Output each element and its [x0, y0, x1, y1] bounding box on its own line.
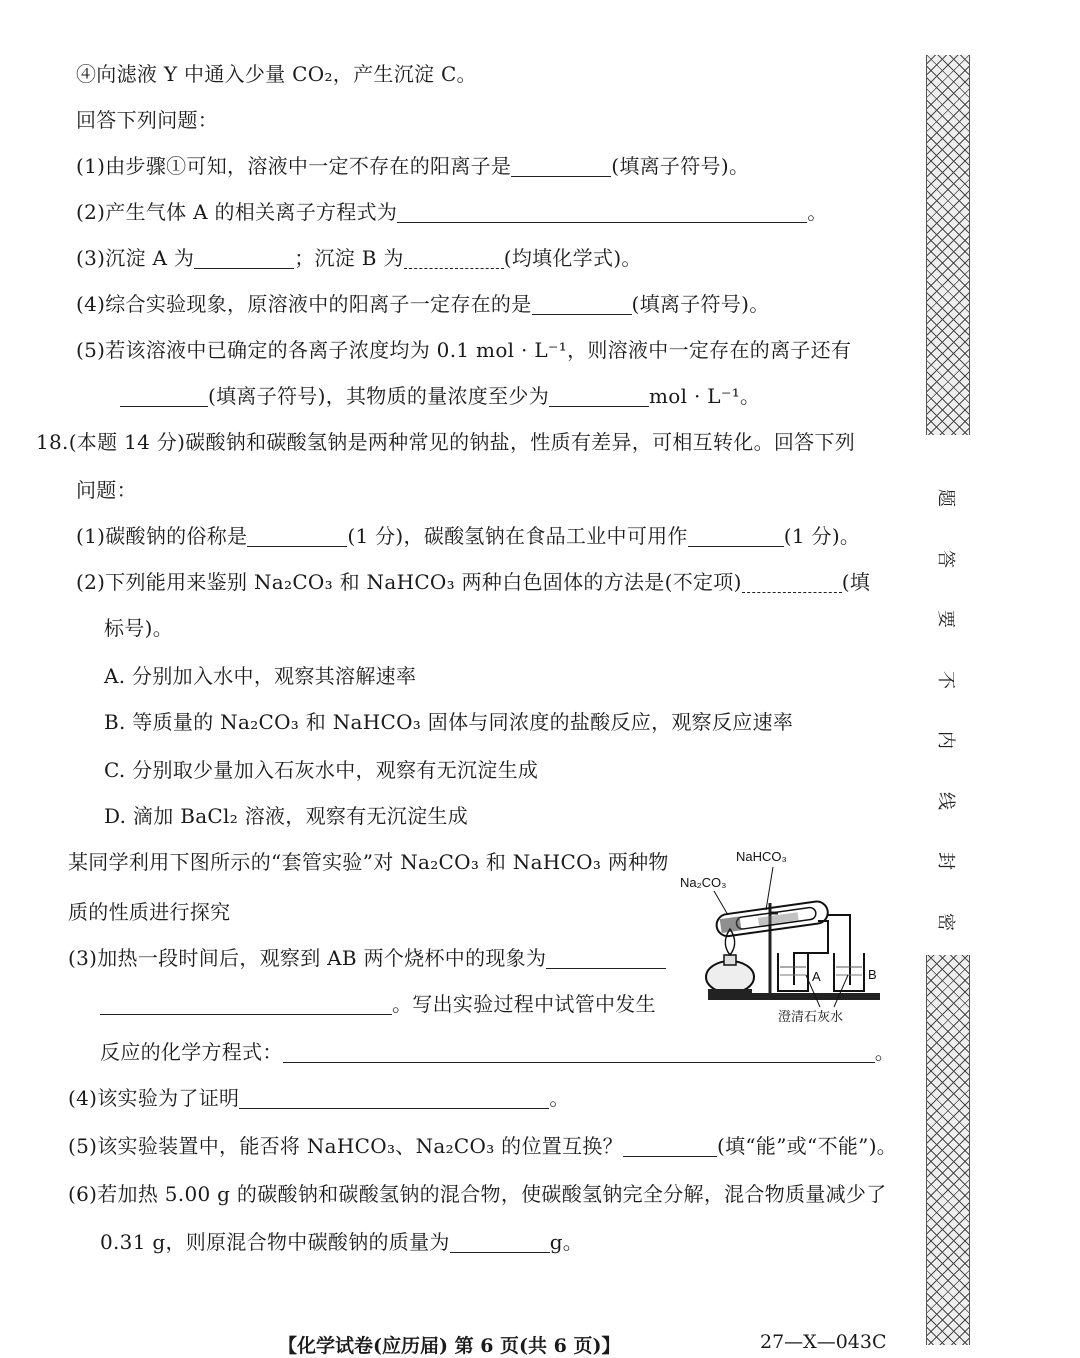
q17-3: (3)沉淀 A 为 ；沉淀 B 为 (均填化学式)。	[76, 246, 642, 270]
answer-blank[interactable]	[404, 248, 504, 269]
q18-heading: 18.(本题 14 分)碳酸钠和碳酸氢钠是两种常见的钠盐，性质有差异，可相互转化。回答下列	[36, 430, 856, 454]
answer-blank[interactable]	[120, 386, 208, 407]
q17-5: (5)若该溶液中已确定的各离子浓度均为 0.1 mol · L⁻¹，则溶液中一定存在的离子还有	[76, 338, 852, 362]
q18-6-cont: 0.31 g，则原混合物中碳酸钠的质量为 g。	[100, 1230, 584, 1254]
step-4-text: ④向滤液 Y 中通入少量 CO₂，产生沉淀 C。	[76, 62, 477, 86]
experiment-intro: 某同学利用下图所示的“套管实验”对 Na₂CO₃ 和 NaHCO₃ 两种物	[68, 850, 669, 874]
answer-prompt: 回答下列问题：	[76, 108, 219, 132]
option-a: A. 分别加入水中，观察其溶解速率	[104, 664, 417, 688]
answer-blank[interactable]	[511, 156, 611, 177]
answer-blank[interactable]	[194, 248, 294, 269]
q18-1: (1)碳酸钠的俗称是 (1 分)，碳酸氢钠在食品工业中可用作 (1 分)。	[76, 524, 861, 548]
q18-heading-cont: 问题：	[76, 478, 137, 502]
option-c: C. 分别取少量加入石灰水中，观察有无沉淀生成	[104, 758, 539, 782]
do-not-answer-notice	[926, 475, 968, 945]
notice-char: 答	[935, 549, 956, 568]
answer-blank[interactable]	[688, 526, 784, 547]
notice-char: 封	[935, 852, 956, 871]
page-footer-title: 【化学试卷(应历届) 第 6 页(共 6 页)】	[278, 1335, 621, 1357]
seal-line-margin	[926, 55, 968, 1345]
alcohol-lamp	[706, 929, 754, 995]
q18-6: (6)若加热 5.00 g 的碳酸钠和碳酸氢钠的混合物，使碳酸氢钠完全分解，混合物质量减少了	[68, 1182, 887, 1206]
label-beaker-a: A	[812, 969, 821, 984]
answer-blank[interactable]	[100, 994, 392, 1015]
q17-5-cont: (填离子符号)，其物质的量浓度至少为 mol · L⁻¹。	[120, 382, 760, 410]
q18-2-cont: 标号)。	[104, 616, 174, 640]
option-b: B. 等质量的 Na₂CO₃ 和 NaHCO₃ 固体与同浓度的盐酸反应，观察反应速率	[104, 710, 794, 734]
q18-2: (2)下列能用来鉴别 Na₂CO₃ 和 NaHCO₃ 两种白色固体的方法是(不定项) (填	[76, 570, 871, 594]
option-d: D. 滴加 BaCl₂ 溶液，观察有无沉淀生成	[104, 804, 468, 828]
notice-char: 密	[935, 912, 956, 931]
answer-blank[interactable]	[532, 294, 632, 315]
answer-blank[interactable]	[283, 1042, 875, 1063]
answer-blank[interactable]	[247, 526, 347, 547]
sleeve-experiment-diagram	[678, 845, 890, 1030]
answer-blank[interactable]	[397, 202, 807, 223]
notice-char: 内	[935, 731, 956, 750]
label-limewater: 澄清石灰水	[778, 1009, 844, 1024]
q18-3-cont: 。写出实验过程中试管中发生	[100, 990, 656, 1018]
margin-pattern-top	[926, 55, 970, 435]
notice-char: 线	[935, 791, 956, 810]
q18-3: (3)加热一段时间后，观察到 AB 两个烧杯中的现象为	[68, 944, 666, 972]
q18-4: (4)该实验为了证明 。	[68, 1086, 570, 1110]
answer-blank[interactable]	[239, 1088, 549, 1109]
label-na2co3: Na₂CO₃	[680, 875, 727, 890]
q17-4: (4)综合实验现象，原溶液中的阳离子一定存在的是 (填离子符号)。	[76, 292, 770, 316]
notice-char: 不	[935, 670, 956, 689]
answer-blank[interactable]	[546, 948, 666, 969]
answer-blank[interactable]	[549, 386, 649, 407]
notice-char: 要	[935, 610, 956, 629]
q17-2: (2)产生气体 A 的相关离子方程式为 。	[76, 200, 828, 224]
label-beaker-b: B	[868, 967, 877, 982]
answer-blank[interactable]	[742, 572, 842, 593]
answer-blank[interactable]	[623, 1136, 717, 1157]
answer-blank[interactable]	[450, 1232, 550, 1253]
notice-char: 题	[935, 489, 956, 507]
label-nahco3: NaHCO₃	[736, 849, 787, 864]
page-footer-code: 27—X—043C	[760, 1331, 887, 1353]
q18-3-equation: 反应的化学方程式： 。	[100, 1040, 896, 1064]
flame-icon	[725, 929, 734, 955]
q18-5: (5)该实验装置中，能否将 NaHCO₃、Na₂CO₃ 的位置互换？ (填“能”或“不能”)。	[68, 1134, 898, 1158]
q17-1: (1)由步骤①可知，溶液中一定不存在的阳离子是 (填离子符号)。	[76, 154, 750, 178]
experiment-intro-cont: 质的性质进行探究	[68, 900, 231, 924]
margin-pattern-bottom	[926, 955, 970, 1345]
